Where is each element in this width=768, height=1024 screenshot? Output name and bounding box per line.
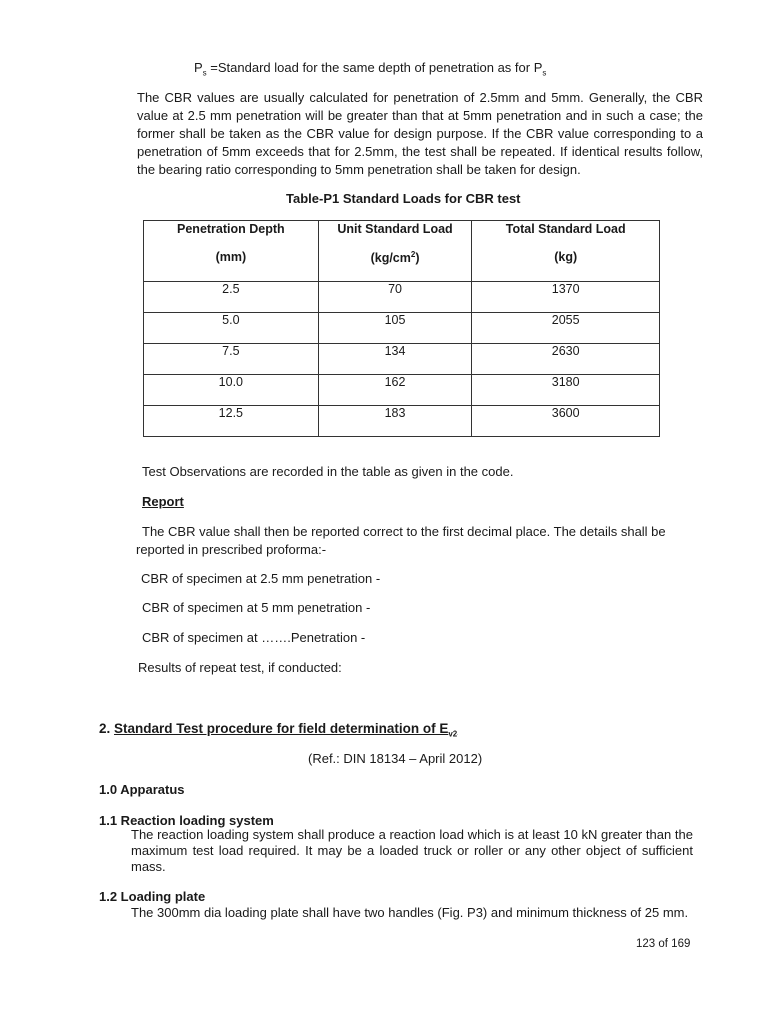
table-cell: 2055 <box>472 313 660 344</box>
report-item: CBR of specimen at 5 mm penetration - <box>142 600 371 615</box>
reaction-text: The reaction loading system shall produce a reaction load which is at least 10 kN greater than the maximum test load required. It may be a loaded truck or roller or any other object of sufficient mass. <box>131 827 693 874</box>
section-2-title: Standard Test procedure for field determination of $E_{v2}$ <box>114 721 458 739</box>
table-header-row <box>144 221 660 282</box>
observations-text: Test Observations are recorded in the table as given in the code. <box>142 464 514 479</box>
table-cell: 5.0 <box>144 313 319 344</box>
table-cell: 134 <box>318 344 472 375</box>
report-paragraph-line2: reported in prescribed proforma:- <box>136 542 327 557</box>
cbr-paragraph: The CBR values are usually calculated for penetration of 2.5mm and 5mm. Generally, the CBR value at 2.5 mm penetration will be greater than that at 5mm penetration and in such a case; the former shall be taken as the CBR value for design purpose. If the CBR value corresponding to a penetration of 5mm exceeds that for 2.5mm, the test shall be repeated. If identical results follow, the bearing ratio corresponding to 5mm penetration shall be taken for design. <box>137 90 703 177</box>
table-row <box>144 344 660 375</box>
table-cell: 3600 <box>472 406 660 437</box>
ps-definition: $P_s$ =Standard load for the same depth of penetration as for $P_s$ <box>194 60 547 78</box>
table-cell: 70 <box>318 282 472 313</box>
page-number: 123 of 169 <box>636 938 691 950</box>
table-row <box>144 282 660 313</box>
section-2-number: 2. <box>99 721 111 736</box>
table-cell: 162 <box>318 375 472 406</box>
table-cell: 1370 <box>472 282 660 313</box>
table-cell: 2.5 <box>144 282 319 313</box>
table-cell: 183 <box>318 406 472 437</box>
table-cell: 105 <box>318 313 472 344</box>
standard-loads-table <box>143 220 660 437</box>
section-2-heading <box>99 721 457 739</box>
table-row <box>144 313 660 344</box>
table-caption: Table-P1 Standard Loads for CBR test <box>286 191 521 206</box>
report-item: CBR of specimen at 2.5 mm penetration - <box>141 571 381 586</box>
table-cell: 2630 <box>472 344 660 375</box>
reaction-heading: 1.1 Reaction loading system <box>99 813 274 828</box>
report-paragraph-line1: The CBR value shall then be reported correct to the first decimal place. The details shall be <box>142 524 666 539</box>
table-cell: 12.5 <box>144 406 319 437</box>
table-row <box>144 375 660 406</box>
loading-plate-heading: 1.2 Loading plate <box>99 889 206 904</box>
repeat-test-text: Results of repeat test, if conducted: <box>138 660 342 675</box>
report-item: CBR of specimen at …….Penetration - <box>142 630 366 645</box>
loading-plate-text: The 300mm dia loading plate shall have two handles (Fig. P3) and minimum thickness of 25 mm. <box>131 905 689 920</box>
table-cell: 3180 <box>472 375 660 406</box>
header-total-standard-load: Total Standard Load (kg) <box>472 221 660 282</box>
table-row <box>144 406 660 437</box>
header-unit-standard-load: Unit Standard Load $(kg/cm^2)$ <box>318 221 472 282</box>
header-penetration-depth: Penetration Depth (mm) <box>144 221 319 282</box>
apparatus-heading: 1.0 Apparatus <box>99 782 185 797</box>
reference-text: (Ref.: DIN 18134 – April 2012) <box>308 751 483 766</box>
table-cell: 10.0 <box>144 375 319 406</box>
report-heading: Report <box>142 494 184 509</box>
table-cell: 7.5 <box>144 344 319 375</box>
